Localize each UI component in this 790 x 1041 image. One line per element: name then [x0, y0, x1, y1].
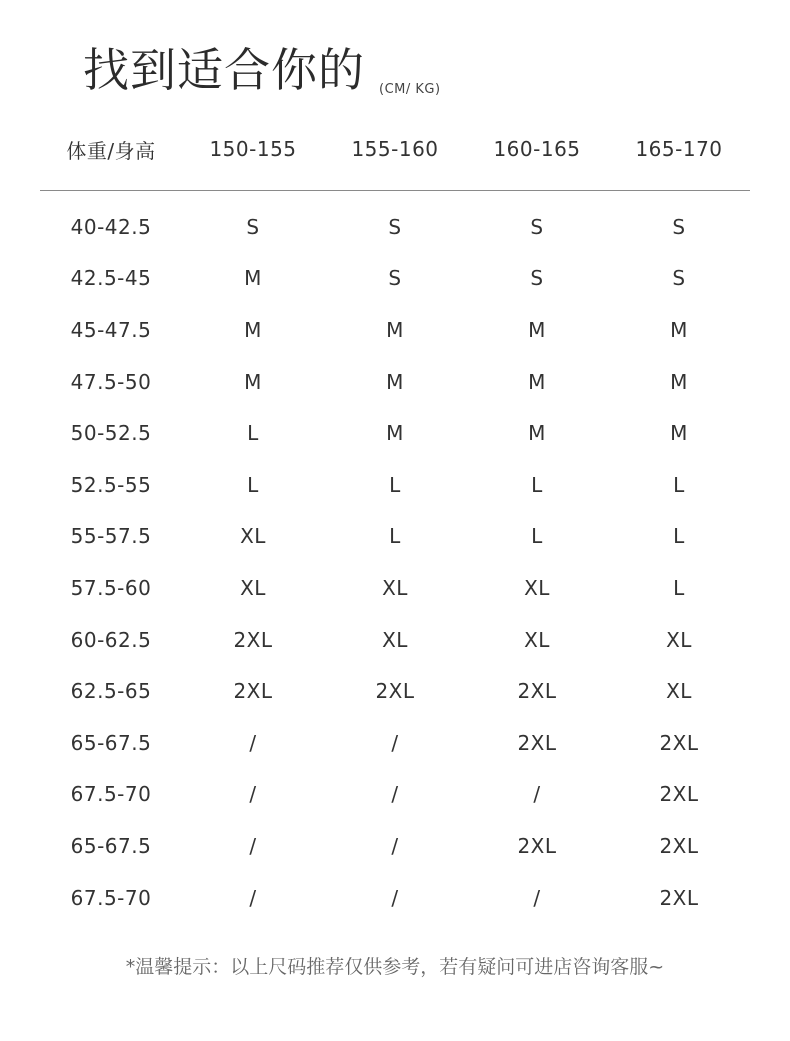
table-row [40, 614, 750, 666]
weight-cell: 52.5-55 [70, 472, 152, 497]
table-row [40, 304, 750, 356]
footnote-tip: *温馨提示：以上尺码推荐仅供参考，若有疑问可进店咨询客服~ [125, 956, 665, 978]
size-chart-table [40, 120, 750, 923]
table-row [40, 253, 750, 305]
size-cell: S [672, 266, 686, 291]
size-cell: S [530, 214, 544, 239]
size-cell: M [670, 421, 688, 446]
weight-cell: 67.5-70 [70, 782, 152, 807]
size-cell: M [528, 369, 546, 394]
size-cell: / [249, 885, 257, 910]
size-cell: L [389, 524, 401, 549]
size-cell: M [386, 421, 404, 446]
size-cell: / [249, 730, 257, 755]
size-cell: M [244, 369, 262, 394]
size-cell: L [247, 472, 259, 497]
size-cell: / [391, 833, 399, 858]
size-cell: S [388, 214, 402, 239]
size-cell: 2XL [659, 885, 699, 910]
table-row [40, 511, 750, 563]
size-cell: XL [524, 627, 550, 652]
weight-cell: 42.5-45 [70, 266, 152, 291]
weight-cell: 45-47.5 [70, 317, 152, 342]
size-cell: XL [240, 524, 266, 549]
title-block [83, 40, 441, 100]
size-cell: L [673, 575, 685, 600]
size-cell: M [670, 369, 688, 394]
table-row [40, 201, 750, 253]
size-cell: 2XL [659, 730, 699, 755]
size-cell: / [533, 885, 541, 910]
size-cell: M [528, 317, 546, 342]
weight-cell: 50-52.5 [70, 421, 152, 446]
table-row [40, 717, 750, 769]
size-cell: M [386, 369, 404, 394]
size-cell: 2XL [659, 782, 699, 807]
page-title: 找到适合你的 [83, 43, 365, 97]
weight-cell: 55-57.5 [70, 524, 152, 549]
size-cell: / [533, 782, 541, 807]
weight-cell: 67.5-70 [70, 885, 152, 910]
size-cell: / [249, 782, 257, 807]
size-cell: S [530, 266, 544, 291]
table-body [40, 191, 750, 923]
size-cell: 2XL [233, 627, 273, 652]
size-cell: / [391, 730, 399, 755]
size-cell: M [244, 317, 262, 342]
header-height-150-155: 150-155 [209, 137, 297, 161]
size-cell: 2XL [375, 679, 415, 704]
size-cell: XL [382, 627, 408, 652]
size-cell: S [388, 266, 402, 291]
weight-cell: 60-62.5 [70, 627, 152, 652]
size-cell: M [670, 317, 688, 342]
size-cell: L [673, 524, 685, 549]
weight-cell: 57.5-60 [70, 575, 152, 600]
size-cell: 2XL [517, 730, 557, 755]
size-cell: S [672, 214, 686, 239]
header-height-165-170: 165-170 [635, 137, 723, 161]
size-cell: L [673, 472, 685, 497]
header-weight-height: 体重/身高 [66, 138, 156, 163]
header-height-160-165: 160-165 [493, 137, 581, 161]
weight-cell: 40-42.5 [70, 214, 152, 239]
size-cell: L [247, 421, 259, 446]
table-row [40, 562, 750, 614]
weight-cell: 65-67.5 [70, 833, 152, 858]
weight-cell: 47.5-50 [70, 369, 152, 394]
size-cell: / [249, 833, 257, 858]
size-cell: L [389, 472, 401, 497]
table-row [40, 356, 750, 408]
size-cell: M [528, 421, 546, 446]
size-cell: 2XL [517, 679, 557, 704]
size-cell: S [246, 214, 260, 239]
table-row [40, 459, 750, 511]
size-cell: 2XL [659, 833, 699, 858]
size-cell: XL [666, 627, 692, 652]
weight-cell: 65-67.5 [70, 730, 152, 755]
size-cell: L [531, 524, 543, 549]
table-row [40, 665, 750, 717]
table-header-row [40, 120, 750, 191]
size-cell: 2XL [517, 833, 557, 858]
unit-label: (CM/ KG) [379, 82, 441, 97]
size-cell: M [244, 266, 262, 291]
size-cell: / [391, 885, 399, 910]
size-cell: XL [382, 575, 408, 600]
size-cell: XL [524, 575, 550, 600]
table-row [40, 820, 750, 872]
size-cell: L [531, 472, 543, 497]
header-height-155-160: 155-160 [351, 137, 439, 161]
table-row [40, 407, 750, 459]
size-cell: XL [240, 575, 266, 600]
size-cell: M [386, 317, 404, 342]
table-row [40, 769, 750, 821]
table-row [40, 872, 750, 924]
size-cell: / [391, 782, 399, 807]
weight-cell: 62.5-65 [70, 679, 152, 704]
size-cell: 2XL [233, 679, 273, 704]
size-cell: XL [666, 679, 692, 704]
